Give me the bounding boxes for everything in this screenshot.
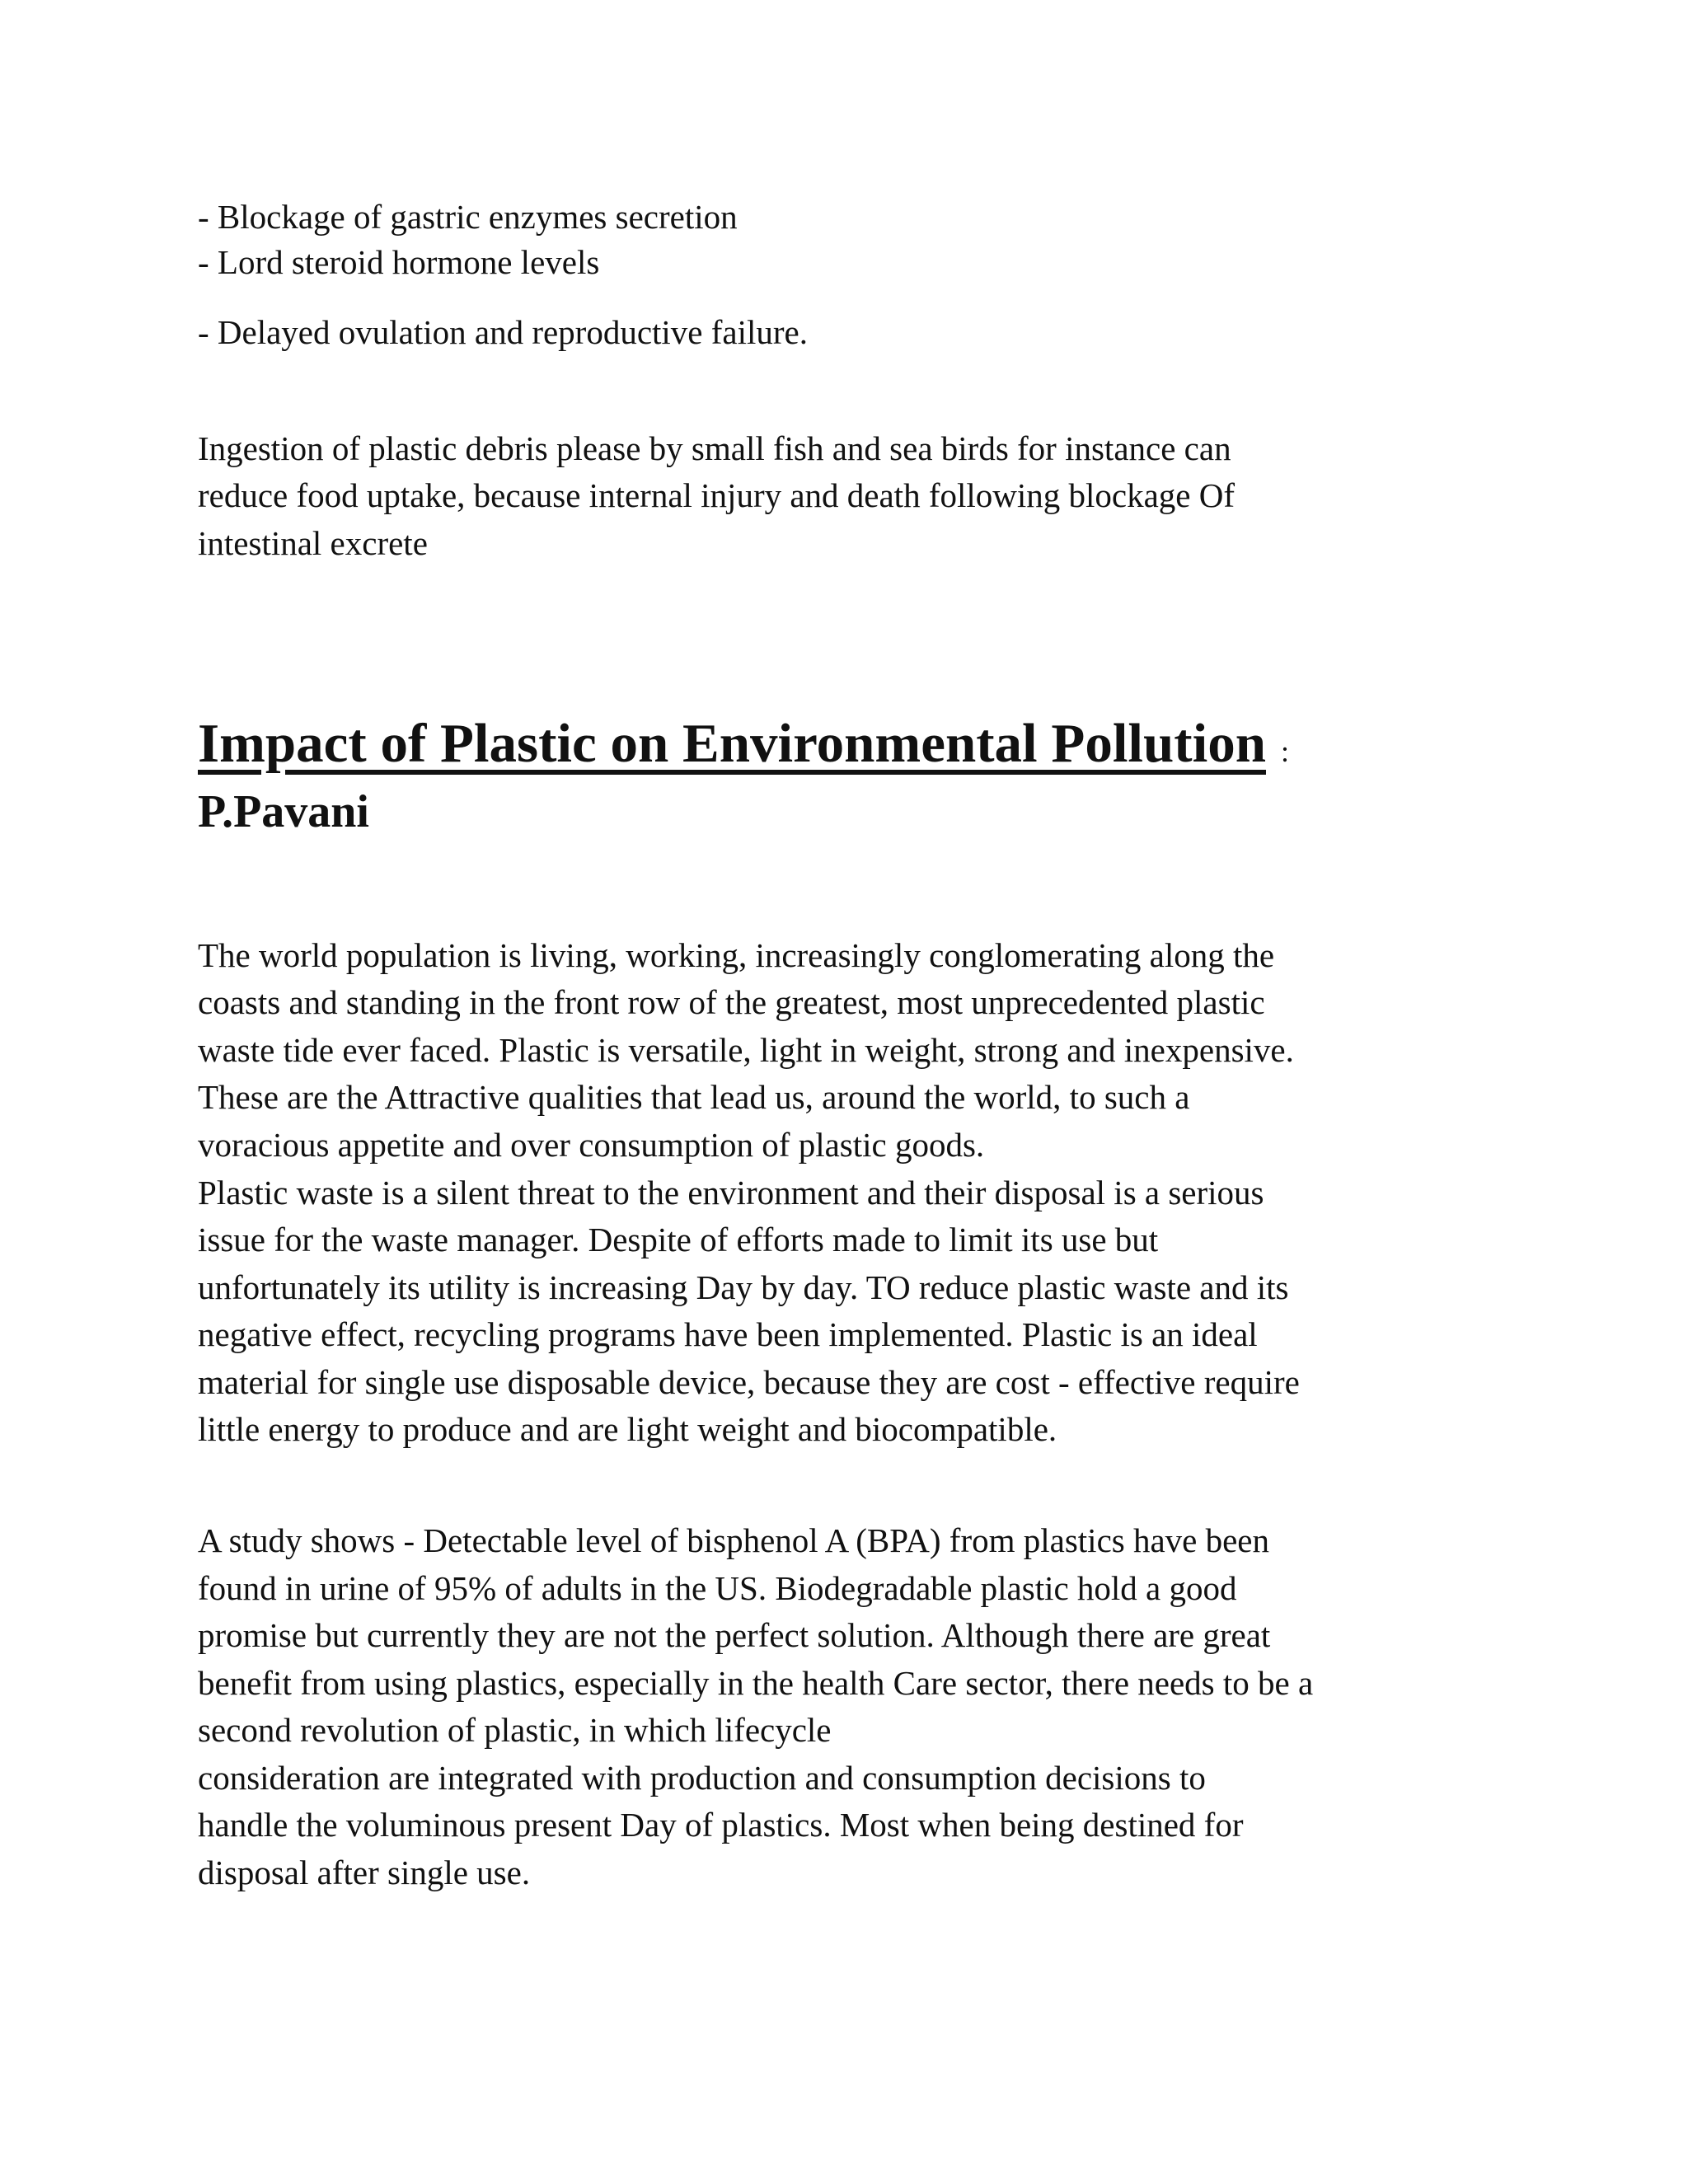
paragraph-line: intestinal excrete [198, 524, 428, 562]
paragraph-line: material for single use disposable device, because they are cost - effective require [198, 1363, 1300, 1401]
paragraph-line: These are the Attractive qualities that lead us, around the world, to such a [198, 1078, 1190, 1116]
author-name: P.Pavani [198, 786, 369, 837]
paragraph-line: consideration are integrated with production and consumption decisions to [198, 1759, 1206, 1797]
paragraph-line: reduce food uptake, because internal injury and death following blockage Of [198, 476, 1236, 514]
paragraph-line: negative effect, recycling programs have been implemented. Plastic is an ideal [198, 1315, 1258, 1353]
paragraph-line: promise but currently they are not the perfect solution. Although there are great [198, 1616, 1271, 1654]
paragraph-line: waste tide ever faced. Plastic is versatile, light in weight, strong and inexpensive. [198, 1031, 1294, 1069]
paragraph-line: issue for the waste manager. Despite of efforts made to limit its use but [198, 1221, 1159, 1258]
paragraph-line: voracious appetite and over consumption of plastic goods. [198, 1126, 985, 1164]
bullet-item: - Lord steroid hormone levels [198, 243, 600, 281]
bullet-item: - Delayed ovulation and reproductive failure. [198, 313, 808, 351]
paragraph-line: The world population is living, working, increasingly conglomerating along the [198, 936, 1275, 974]
heading-colon: : [1281, 735, 1290, 768]
paragraph-line: second revolution of plastic, in which lifecycle [198, 1711, 832, 1749]
paragraph-line: little energy to produce and are light weight and biocompatible. [198, 1410, 1057, 1448]
bullet-item: - Blockage of gastric enzymes secretion [198, 198, 738, 236]
paragraph-line: handle the voluminous present Day of plastics. Most when being destined for [198, 1806, 1244, 1844]
paragraph-line: Ingestion of plastic debris please by small fish and sea birds for instance can [198, 429, 1231, 467]
paragraph-line: A study shows - Detectable level of bisphenol A (BPA) from plastics have been [198, 1521, 1270, 1559]
section-title: Impact of Plastic on Environmental Pollution [198, 713, 1266, 774]
paragraph-line: Plastic waste is a silent threat to the environment and their disposal is a serious [198, 1174, 1264, 1212]
paragraph-line: coasts and standing in the front row of the greatest, most unprecedented plastic [198, 983, 1265, 1021]
section-heading [198, 710, 1289, 785]
paragraph-line: disposal after single use. [198, 1854, 531, 1891]
paragraph-line: found in urine of 95% of adults in the US. Biodegradable plastic hold a good [198, 1569, 1237, 1607]
paragraph-line: benefit from using plastics, especially in the health Care sector, there needs to be a [198, 1664, 1314, 1702]
paragraph-line: unfortunately its utility is increasing Day by day. TO reduce plastic waste and its [198, 1268, 1289, 1306]
